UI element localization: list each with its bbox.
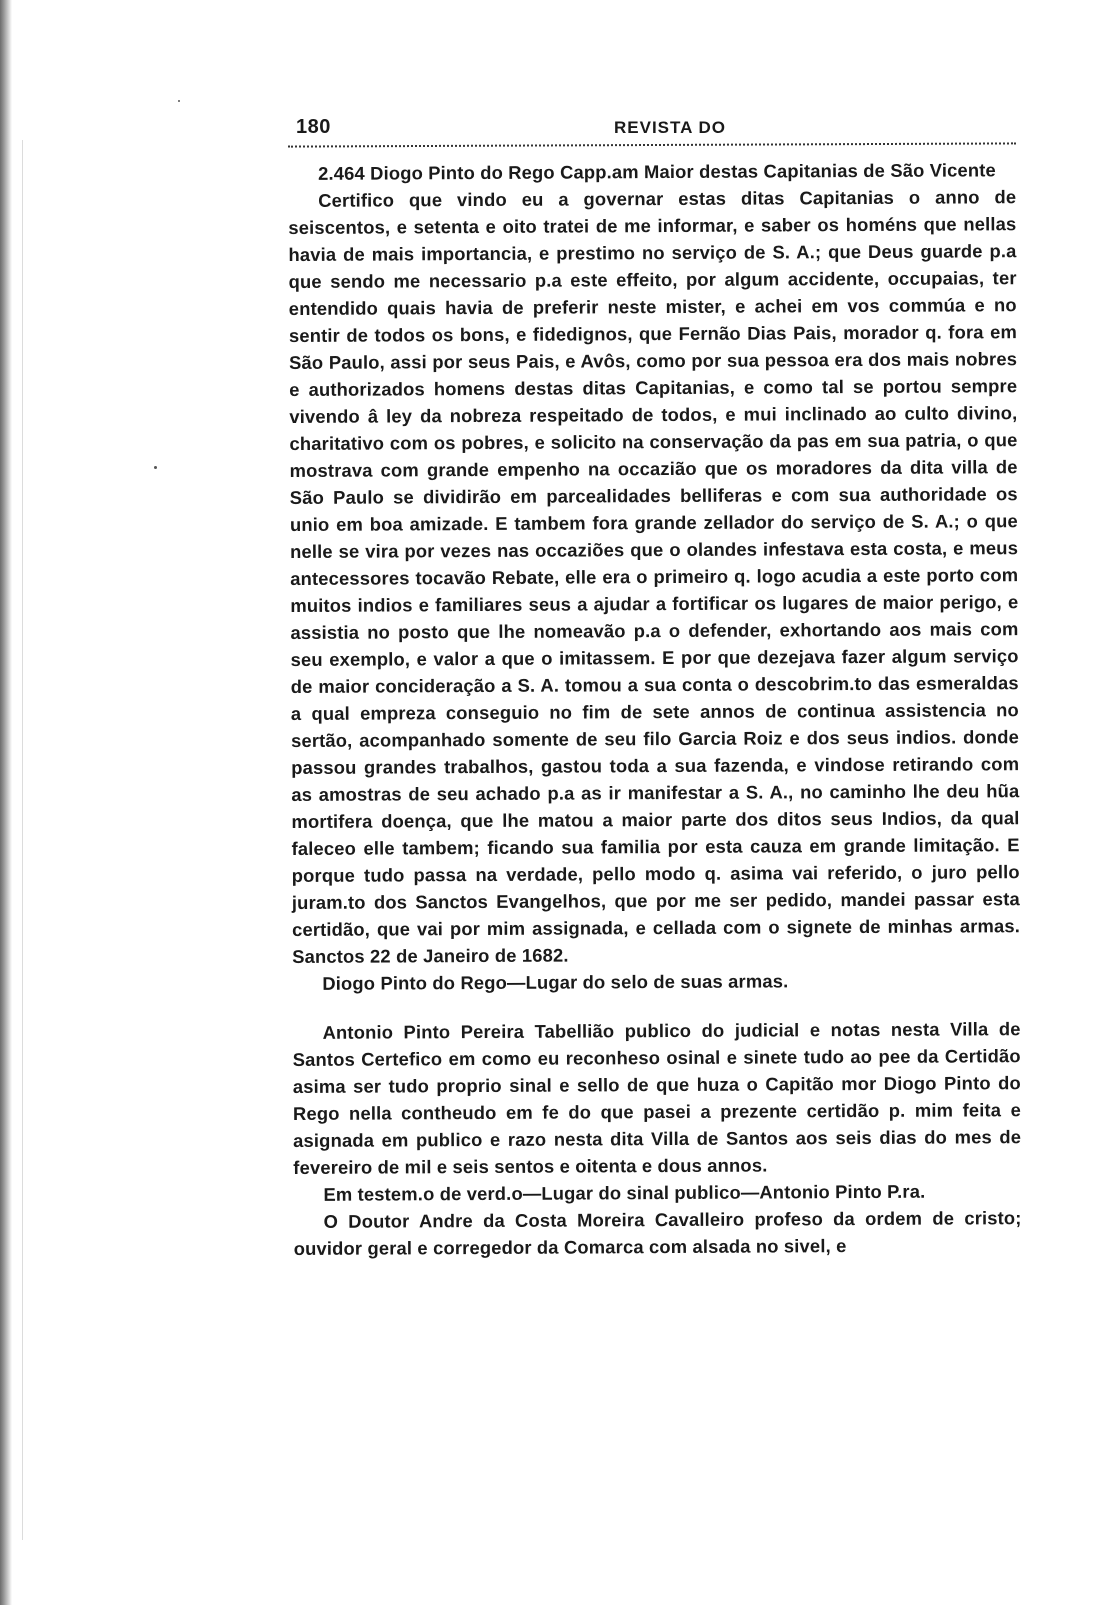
page-crease (22, 140, 23, 1540)
notary-signature-line: Em testem.o de verd.o—Lugar do sinal publico—Antonio Pinto P.ra. (323, 1180, 926, 1205)
page-number: 180 (296, 116, 331, 138)
book-page (288, 112, 1022, 1262)
page-binding-edge (0, 0, 12, 1605)
running-header (288, 112, 1016, 144)
entry-heading: 2.464 Diogo Pinto do Rego Capp.am Maior destas Capitanias de São Vicente (318, 159, 996, 184)
signature-line: Diogo Pinto do Rego—Lugar do selo de suas armas. (322, 970, 789, 994)
ink-speck (154, 466, 157, 469)
running-title: REVISTA DO (614, 118, 727, 137)
certificate-paragraph: Certifico que vindo eu a governar estas ditas Capitanias o anno de seiscentos, e setenta e oito tratei de me informar, e saber os homéns que nellas havia de mais importancia, e prestimo no serviço de S. A.; que Deus guarde p.a que sendo me necessario p.a este effeito, por algum accidente, occupaias, ter entendido quais havia de preferir neste mister, e achei em vos commúa e no sentir de todos os bons, e fidedignos, que Fernão Dias Pais, morador q. fora em São Paulo, assi por seus Pais, e Avôs, como por sua pessoa era dos mais nobres e authorizados homens destas ditas Capitanias, e como tal se portou sempre vivendo â ley da nobreza respeitado de todos, e mui inclinado ao culto divino, charitativo com os pobres, e solicito na conservação da pas em sua patria, o que mostrava com grande empenho na occazião que os moradores da dita villa de São Paulo se dividirão em parcealidades belliferas e com sua authoridade os unio em boa amizade. E tambem fora grande zellador do serviço de S. A.; o que nelle se vira por vezes nas occaziões que o olandes infestava esta costa, e meus antecessores tocavão Rebate, elle era o primeiro q. logo acudia a este porto com muitos indios e familiares seus a ajudar a fortificar os lugares de maior perigo, e assistia no posto que lhe nomeavão p.a o defender, exhortando aos mais com seu exemplo, e valor a que o imitassem. E por que dezejava fazer algum serviço de maior concideração a S. A. tomou a sua conta o descobrim.to das esmeraldas a qual empreza conseguio no fim de sete annos de continua assistencia no sertão, acompanhado somente de seu filo Garcia Roiz e dos seus indios. donde passou grandes trabalhos, gastou toda a sua fazenda, e vindose retirando com as amostras de seu achado p.a as ir manifestar a S. A., no caminho lhe deu hũa mortifera doença, que lhe matou a maior parte dos ditos seus Indios, da qual faleceo elle tambem; ficando sua familia por esta cauza em grande limitação. E porque tudo passa na verdade, pello modo q. asima vai referido, o juro pello juram.to dos Sanctos Evangelhos, que por me ser pedido, mandei passar esta certidão, que vai por mim assignada, e cellada com o signete de minhas armas. Sanctos 22 de Janeiro de 1682. (288, 186, 1021, 967)
page-body (288, 156, 1022, 1262)
ink-speck (178, 100, 180, 102)
notary-paragraph: Antonio Pinto Pereira Tabellião publico do judicial e notas nesta Villa de Santos Certefico em como eu reconheso osinal e sinete tudo ao pee da Certidão asima ser tudo proprio sinal e sello de que huza o Capitão mor Diogo Pinto do Rego nella contheudo em fe do que pasei a prezente certidão p. mim feita e asignada em publico e razo nesta dita Villa de Santos aos seis dias do mes de fevereiro de mil e seis sentos e oitenta e dous annos. (292, 1018, 1022, 1178)
final-paragraph: O Doutor Andre da Costa Moreira Cavalleiro profeso da ordem de cristo; ouvidor geral e corregedor da Comarca com alsada no sivel, e (293, 1207, 1022, 1259)
